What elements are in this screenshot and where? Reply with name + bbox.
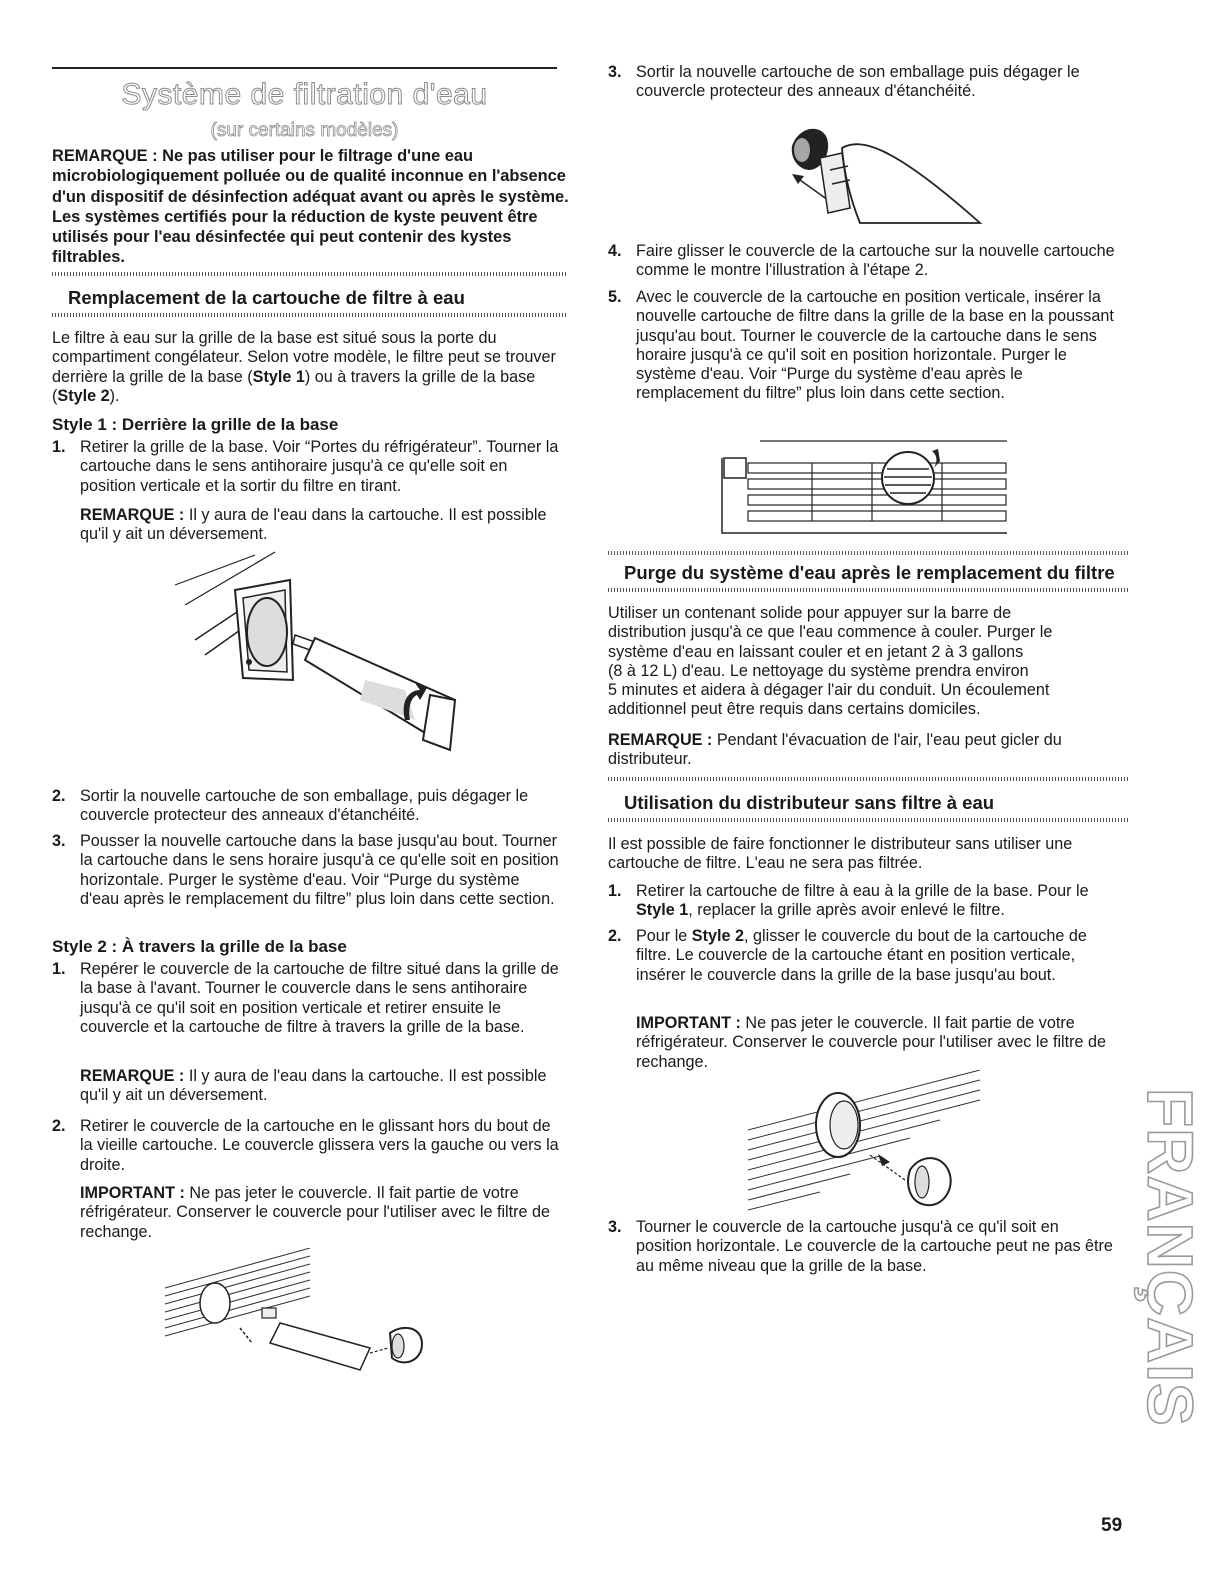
page-number: 59 <box>1101 1515 1123 1536</box>
style2-note: REMARQUE : Il y aura de l'eau dans la cartouche. Il est possible qu'il y ait un déversement. <box>80 1067 547 1105</box>
divider <box>608 818 1128 822</box>
page-subtitle: (sur certains modèles) <box>210 120 399 141</box>
illustration-protective-cover <box>780 118 1000 228</box>
section-title-no-filter: Utilisation du distributeur sans filtre à eau <box>624 792 995 813</box>
section-title-replace: Remplacement de la cartouche de filtre à eau <box>68 287 465 308</box>
illustration-base-grille <box>712 433 1012 543</box>
style2-important: IMPORTANT : Ne pas jeter le couvercle. Il fait partie de votre réfrigérateur. Conserver le couvercle pour l'utiliser avec le filtre de rechange. <box>80 1184 551 1241</box>
divider <box>608 588 1128 592</box>
style1-note: REMARQUE : Il y aura de l'eau dans la cartouche. Il est possible qu'il y ait un déversement. <box>80 506 547 544</box>
divider <box>608 551 1128 555</box>
illustration-cover-removal <box>160 1248 440 1378</box>
no-filter-important: IMPORTANT : Ne pas jeter le couvercle. Il fait partie de votre réfrigérateur. Conserver le couvercle pour l'utiliser avec le filtre de rechange. <box>636 1014 1107 1071</box>
illustration-cover-insert <box>740 1070 1000 1220</box>
divider <box>52 272 568 276</box>
purge-note: REMARQUE : Pendant l'évacuation de l'air, l'eau peut gicler du distributeur. <box>608 731 1062 769</box>
warning-note: REMARQUE : Ne pas utiliser pour le filtrage d'une eau microbiologiquement polluée ou de qualité inconnue en l'absence d'un dispositif de désinfection adéquat avant ou après le système. Les systèmes certifiés pour la réduction de kyste peuvent être utilisés pour l'eau désinfectée qui peut contenir des kystes filtrables. <box>52 147 569 267</box>
no-filter-intro: Il est possible de faire fonctionner le distributeur sans utiliser une cartouche de filtre. L'eau ne sera pas filtrée. <box>608 835 1073 873</box>
replace-intro: Le filtre à eau sur la grille de la base est situé sous la porte du compartiment congélateur. Selon votre modèle, le filtre peut se trouver derrière la grille de la base (Style 1) ou à travers la grille de la base (Style 2). <box>52 329 556 405</box>
purge-text: Utiliser un contenant solide pour appuyer sur la barre de distribution jusqu'à ce que l'eau commence à couler. Purger le système d'eau en laissant couler et en jetant 2 à 3 gallons (8 à 12 L) d'eau. Le nettoyage du système prendra environ 5 minutes et aidera à dégager l'air du conduit. Un écoulement additionnel peut être requis dans certains domiciles. <box>608 604 1053 719</box>
divider <box>608 777 1128 781</box>
style1-heading: Style 1 : Derrière la grille de la base <box>52 415 339 434</box>
style2-heading: Style 2 : À travers la grille de la base <box>52 937 347 956</box>
illustration-style1-filter <box>165 550 465 770</box>
language-side-tab: FRANÇAIS <box>1134 1088 1206 1427</box>
page-title: Système de filtration d'eau <box>121 78 488 111</box>
top-rule <box>52 67 557 69</box>
section-title-purge: Purge du système d'eau après le remplacement du filtre <box>624 562 1115 583</box>
divider <box>52 313 568 317</box>
